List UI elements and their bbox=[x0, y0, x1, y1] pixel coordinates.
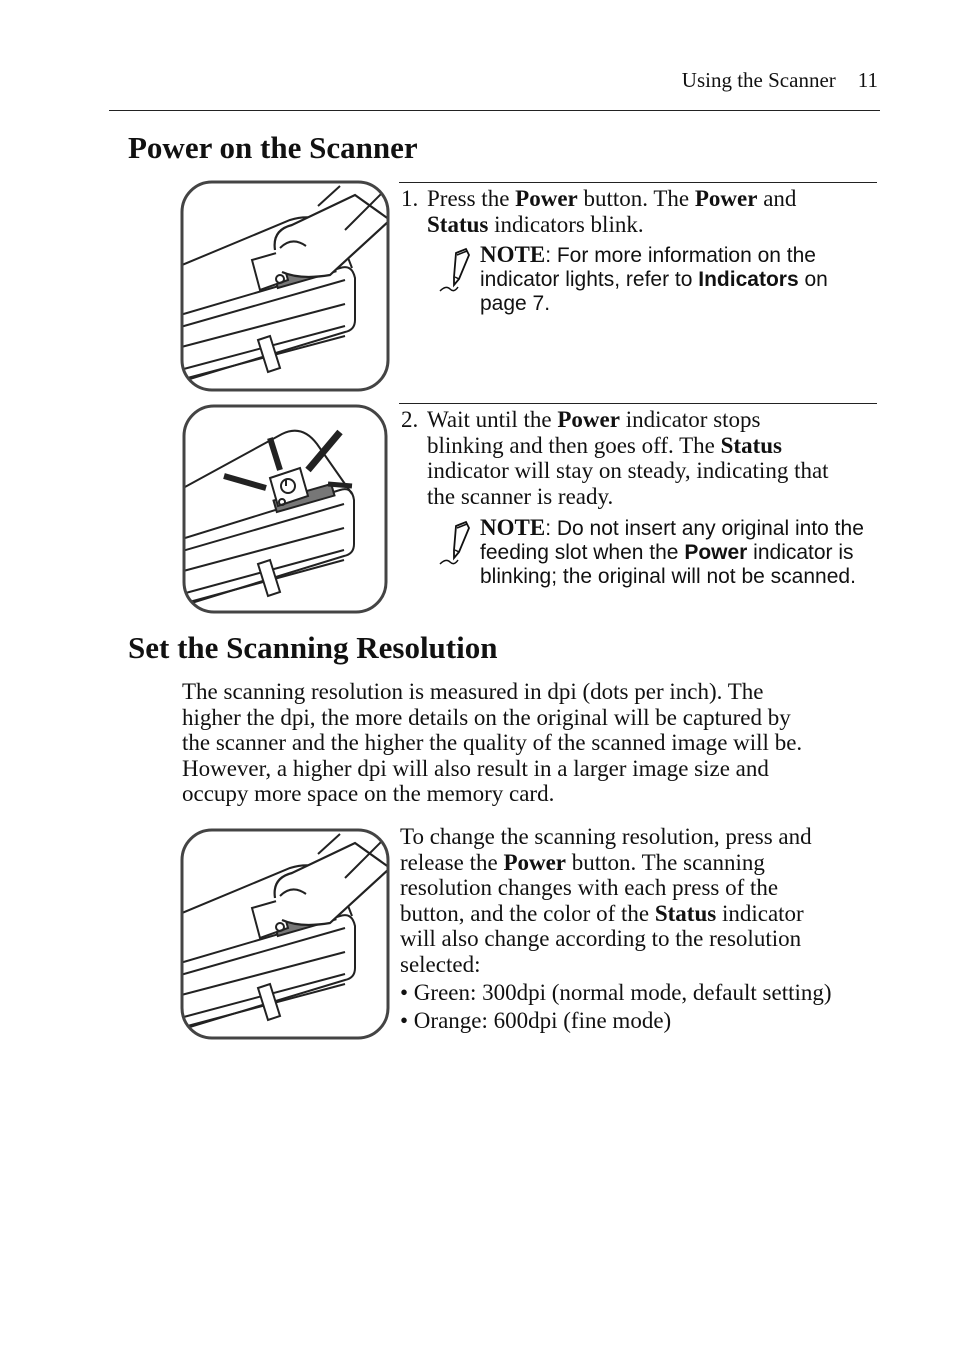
header-rule bbox=[109, 110, 880, 111]
step-1-number: 1. bbox=[401, 186, 419, 211]
section-title-power-on: Power on the Scanner bbox=[128, 130, 418, 165]
note-1: NOTE: For more information on the indicator lights, refer to Indicators on page 7. bbox=[438, 243, 878, 316]
resolution-intro: The scanning resolution is measured in dpi (dots per inch). The higher the dpi, the more details on the original will be captured by the scanner and the higher the quality of the scanned image will be. However, a higher dpi will also result in a larger image size and occupy more space on the memory card. bbox=[182, 679, 803, 806]
note-label: NOTE bbox=[480, 242, 546, 267]
step-1: 1. Press the Power button. The Power and Status indicators blink. bbox=[401, 186, 797, 237]
step-2: 2. Wait until the Power indicator stops blinking and then goes off. The Status indicator will stay on steady, indicating that the scanner is ready. bbox=[401, 407, 829, 509]
note-2: NOTE: Do not insert any original into the feeding slot when the Power indicator is blinking; the original will not be scanned. bbox=[438, 516, 878, 589]
scanner-blinking-indicator-illustration bbox=[182, 404, 388, 614]
scanner-press-button-illustration bbox=[180, 180, 390, 392]
scanner-press-button-illustration bbox=[180, 828, 390, 1040]
page-number: 11 bbox=[857, 68, 878, 92]
running-title: Using the Scanner bbox=[681, 68, 836, 92]
step-1-rule bbox=[399, 182, 877, 183]
pencil-note-icon bbox=[438, 247, 472, 295]
running-header bbox=[682, 68, 878, 93]
bullet-orange: • Orange: 600dpi (fine mode) bbox=[400, 1007, 672, 1033]
resolution-instructions: To change the scanning resolution, press and release the Power button. The scanning resolution changes with each press of the button, and the color of the Status indicator will also change according to the resolution selected: • Green: 300dpi (normal mode, default setting) • Orange: 600dpi (fine mode) bbox=[400, 824, 890, 1033]
section-title-resolution: Set the Scanning Resolution bbox=[128, 630, 498, 665]
step-2-rule bbox=[399, 403, 877, 404]
bullet-green: • Green: 300dpi (normal mode, default setting) bbox=[400, 980, 832, 1005]
step-2-number: 2. bbox=[401, 407, 419, 432]
pencil-note-icon bbox=[438, 520, 472, 568]
note-label: NOTE bbox=[480, 515, 546, 540]
